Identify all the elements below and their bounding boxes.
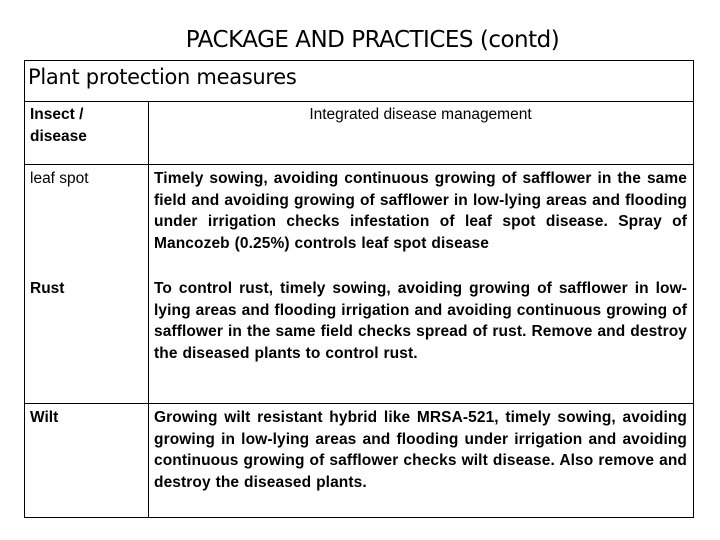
table-header-insect-disease: Insect / disease [30, 106, 87, 145]
table-row-name-leaf-spot: leaf spot [30, 170, 89, 187]
table-header-management: Integrated disease management [309, 106, 532, 123]
section-title: Plant protection measures [28, 65, 297, 89]
table-row-management-rust: To control rust, timely sowing, avoiding growing of safflower in low-lying areas and flooding irrigation and avoiding continuous growing of safflower in the same field checks spread of rust. Remove and destroy the diseased plants to control rust. [154, 280, 687, 362]
page-title: PACKAGE AND PRACTICES (contd) [185, 27, 560, 53]
table-header-separator [24, 164, 694, 165]
table-top-border [24, 101, 694, 102]
table-row-management-leaf-spot: Timely sowing, avoiding continuous growing of safflower in the same field and avoiding growing of safflower in low-lying areas and flooding under irrigation checks infestation of leaf spot disease. Spray of Mancozeb (0.25%) controls leaf spot disease [154, 170, 687, 252]
table-row-name-wilt: Wilt [30, 409, 59, 426]
table-row-name-rust: Rust [30, 280, 65, 297]
table-row-management-wilt: Growing wilt resistant hybrid like MRSA-521, timely sowing, avoiding growing in low-lying areas and flooding under irrigation and avoiding continuous growing of safflower checks wilt disease. Also remove and destroy the diseased plants. [154, 409, 687, 491]
table-column-separator [148, 101, 149, 518]
table-row-separator [24, 403, 694, 404]
